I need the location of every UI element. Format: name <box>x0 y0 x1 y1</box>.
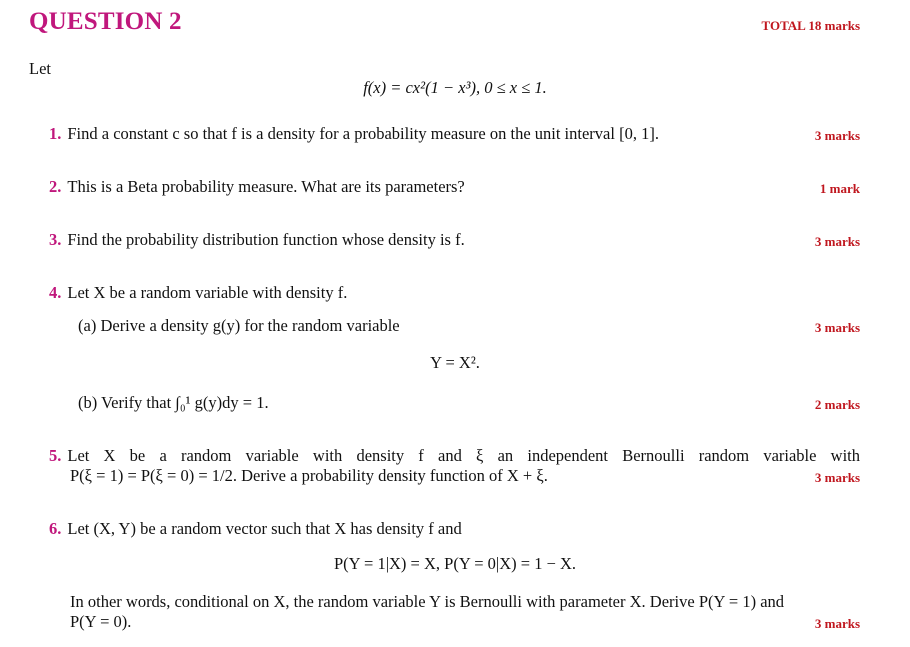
list-item-5 <box>49 446 860 466</box>
item-text: Find a constant c so that f is a density for a probability measure on the unit interval [0, 1]. <box>67 124 659 143</box>
list-item-6 <box>49 519 462 539</box>
item-marks: 1 mark <box>819 181 860 196</box>
item-number: 4. <box>49 283 62 302</box>
item-text-line2: P(Y = 0). <box>70 612 132 631</box>
item-text: Find the probability distribution function whose density is f. <box>67 230 465 249</box>
item-text-line1: In other words, conditional on X, the random variable Y is Bernoulli with parameter X. Derive P(Y = 1) and <box>70 592 785 611</box>
list-item-3 <box>49 230 465 250</box>
intro-formula: f(x) = cx²(1 − x³), 0 ≤ x ≤ 1. <box>363 78 547 97</box>
item-number: 1. <box>49 124 62 143</box>
item-text-line2: P(ξ = 1) = P(ξ = 0) = 1/2. Derive a probability density function of X + ξ. <box>70 466 548 485</box>
item-number: 5. <box>49 446 62 465</box>
subitem-formula: Y = X². <box>430 353 480 372</box>
item-marks: 3 marks <box>814 128 860 143</box>
item-formula: P(Y = 1|X) = X, P(Y = 0|X) = 1 − X. <box>333 554 577 573</box>
total-marks: TOTAL 18 marks <box>761 18 860 33</box>
subitem-text: Derive a density g(y) for the random variable <box>100 316 400 335</box>
intro-let: Let <box>29 59 51 78</box>
item-marks: 3 marks <box>814 616 860 631</box>
item-marks: 2 marks <box>814 397 860 412</box>
list-item-4 <box>49 283 347 303</box>
item-text-line1: Let X be a random variable with density f and ξ an independent Bernoulli random variable with <box>67 446 860 465</box>
item-text: This is a Beta probability measure. What are its parameters? <box>67 177 465 196</box>
list-item-2 <box>49 177 465 197</box>
item-marks: 3 marks <box>814 320 860 335</box>
item-text: Let X be a random variable with density f. <box>67 283 348 302</box>
subitem-4b <box>78 393 269 413</box>
item-text: Let (X, Y) be a random vector such that X has density f and <box>67 519 462 538</box>
item-number: 2. <box>49 177 62 196</box>
item-marks: 3 marks <box>814 470 860 485</box>
subitem-text: Verify that ∫₀¹ g(y)dy = 1. <box>101 393 269 412</box>
subitem-4a <box>78 316 400 336</box>
item-number: 3. <box>49 230 62 249</box>
item-number: 6. <box>49 519 62 538</box>
subitem-label: (a) <box>78 316 97 335</box>
subitem-label: (b) <box>78 393 98 412</box>
question-title: QUESTION 2 <box>29 8 182 35</box>
list-item-1 <box>49 124 659 144</box>
item-marks: 3 marks <box>814 234 860 249</box>
